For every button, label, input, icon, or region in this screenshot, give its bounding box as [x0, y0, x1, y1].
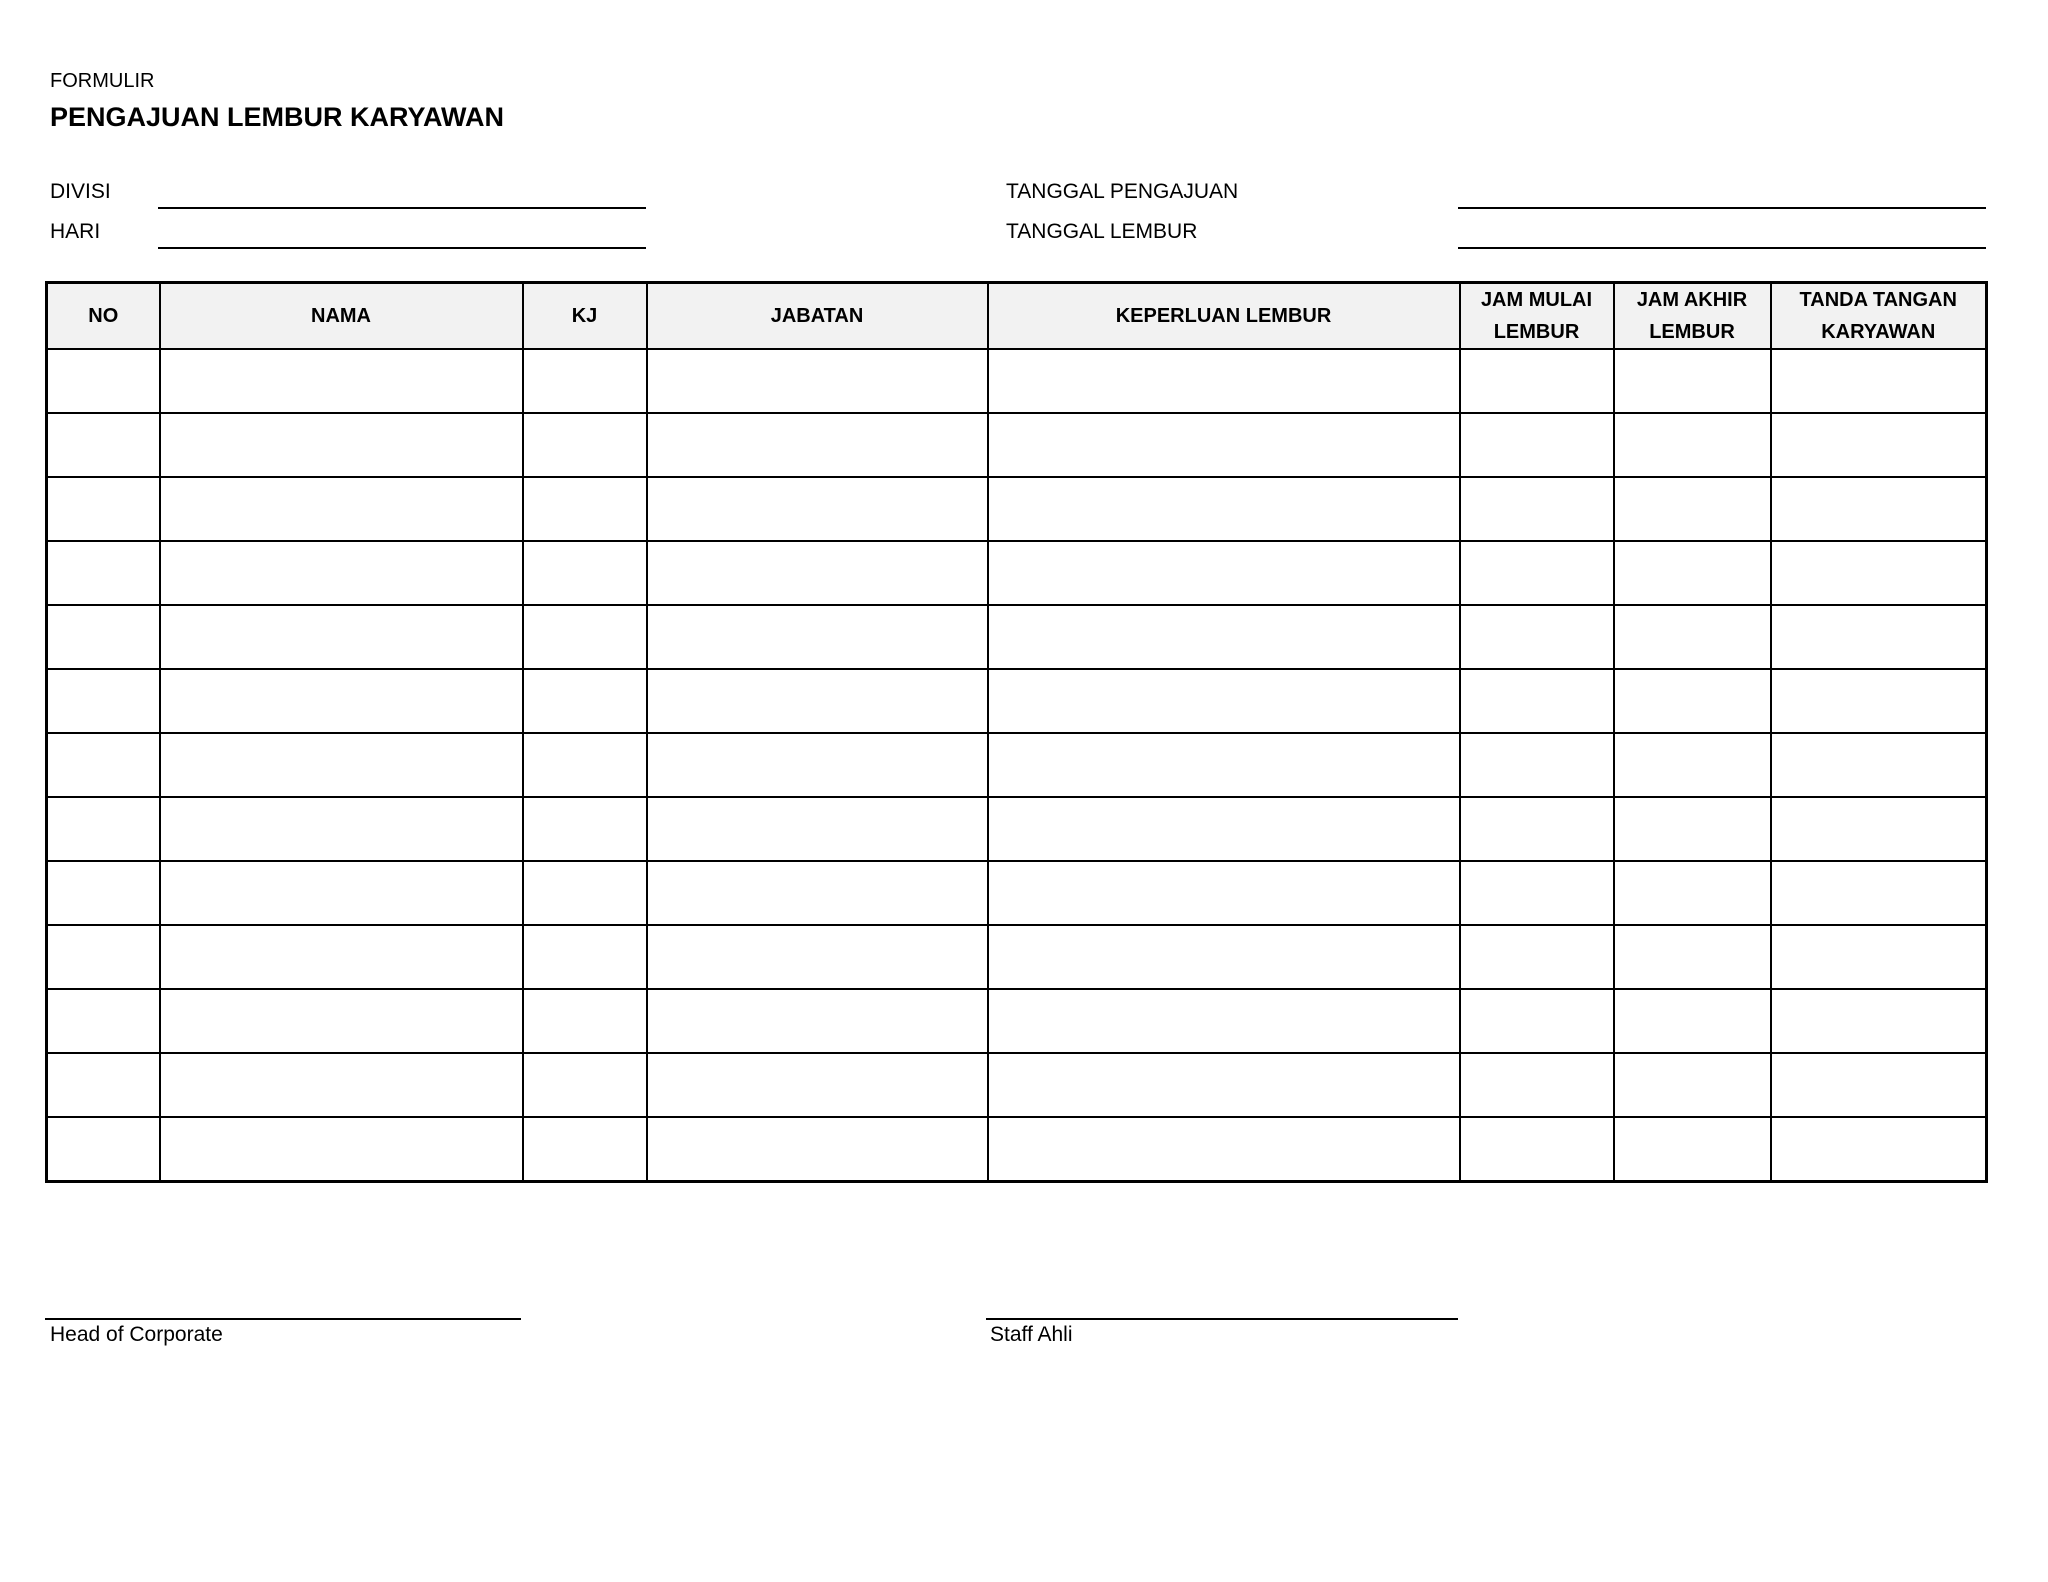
table-cell[interactable]: [988, 669, 1460, 733]
table-cell[interactable]: [647, 477, 988, 541]
overtime-table: [45, 281, 1988, 1183]
table-cell[interactable]: [47, 925, 160, 989]
table-cell[interactable]: [1460, 477, 1614, 541]
table-cell[interactable]: [47, 733, 160, 797]
table-cell[interactable]: [1771, 861, 1987, 925]
table-cell[interactable]: [988, 413, 1460, 477]
table-row: [47, 797, 1987, 861]
table-cell[interactable]: [1614, 541, 1771, 605]
table-cell[interactable]: [1614, 669, 1771, 733]
table-cell[interactable]: [988, 1053, 1460, 1117]
table-cell[interactable]: [47, 1117, 160, 1182]
table-cell[interactable]: [523, 605, 647, 669]
table-cell[interactable]: [1460, 413, 1614, 477]
column-header-keperluan-lembur: KEPERLUAN LEMBUR: [988, 283, 1460, 350]
table-cell[interactable]: [1460, 861, 1614, 925]
table-cell[interactable]: [1614, 349, 1771, 413]
table-cell[interactable]: [647, 733, 988, 797]
table-cell[interactable]: [1771, 1053, 1987, 1117]
table-cell[interactable]: [988, 861, 1460, 925]
table-cell[interactable]: [160, 349, 523, 413]
table-cell[interactable]: [1771, 797, 1987, 861]
table-cell[interactable]: [647, 1053, 988, 1117]
tanggal-pengajuan-label: TANGGAL PENGAJUAN: [1006, 180, 1239, 203]
table-cell[interactable]: [647, 413, 988, 477]
divisi-label: DIVISI: [50, 180, 111, 203]
table-cell[interactable]: [160, 541, 523, 605]
divisi-field[interactable]: [158, 207, 646, 209]
column-header-no: NO: [47, 283, 160, 350]
table-cell[interactable]: [1771, 733, 1987, 797]
table-cell[interactable]: [647, 1117, 988, 1182]
table-cell[interactable]: [1460, 349, 1614, 413]
table-cell[interactable]: [988, 541, 1460, 605]
table-cell[interactable]: [647, 541, 988, 605]
table-cell[interactable]: [647, 669, 988, 733]
table-cell[interactable]: [1771, 925, 1987, 989]
page-title: PENGAJUAN LEMBUR KARYAWAN: [50, 102, 505, 132]
tanggal-lembur-field[interactable]: [1458, 247, 1986, 249]
table-row: [47, 1117, 1987, 1182]
table-cell[interactable]: [523, 477, 647, 541]
table-body: [47, 349, 1987, 1182]
table-row: [47, 413, 1987, 477]
column-header-jabatan: JABATAN: [647, 283, 988, 350]
table-cell[interactable]: [160, 733, 523, 797]
column-header-jam-mulai-lembur: JAM MULAI LEMBUR: [1460, 283, 1614, 350]
table-cell[interactable]: [523, 797, 647, 861]
tanggal-pengajuan-field[interactable]: [1458, 207, 1986, 209]
table-cell[interactable]: [647, 989, 988, 1053]
hari-field[interactable]: [158, 247, 646, 249]
table-row: [47, 1053, 1987, 1117]
table-cell[interactable]: [1771, 989, 1987, 1053]
table-cell[interactable]: [1460, 797, 1614, 861]
table-cell[interactable]: [160, 925, 523, 989]
table-cell[interactable]: [47, 861, 160, 925]
table-cell[interactable]: [523, 733, 647, 797]
table-cell[interactable]: [160, 669, 523, 733]
table-cell[interactable]: [160, 477, 523, 541]
table-cell[interactable]: [988, 605, 1460, 669]
table-cell[interactable]: [523, 861, 647, 925]
hari-label: HARI: [50, 220, 101, 243]
table-cell[interactable]: [988, 797, 1460, 861]
table-cell[interactable]: [160, 1053, 523, 1117]
staff-ahli-label: Staff Ahli: [990, 1323, 1073, 1346]
table-row: [47, 669, 1987, 733]
table-cell[interactable]: [47, 477, 160, 541]
table-cell[interactable]: [160, 861, 523, 925]
table-cell[interactable]: [988, 349, 1460, 413]
column-header-nama: NAMA: [160, 283, 523, 350]
table-cell[interactable]: [1614, 861, 1771, 925]
table-cell[interactable]: [988, 733, 1460, 797]
table-cell[interactable]: [47, 669, 160, 733]
table-cell[interactable]: [160, 797, 523, 861]
table-cell[interactable]: [1614, 1053, 1771, 1117]
table-cell[interactable]: [1771, 349, 1987, 413]
table-cell[interactable]: [1460, 605, 1614, 669]
column-header-jam-akhir-lembur: JAM AKHIR LEMBUR: [1614, 283, 1771, 350]
table-cell[interactable]: [647, 797, 988, 861]
table-cell[interactable]: [47, 989, 160, 1053]
staff-ahli-signature-line: [986, 1318, 1458, 1320]
table-cell[interactable]: [47, 413, 160, 477]
table-header-row: [47, 283, 1987, 350]
table-cell[interactable]: [1614, 989, 1771, 1053]
head-of-corporate-signature-line: [45, 1318, 521, 1320]
tanggal-lembur-label: TANGGAL LEMBUR: [1006, 220, 1198, 243]
table-cell[interactable]: [1614, 477, 1771, 541]
table-cell[interactable]: [647, 925, 988, 989]
column-header-tanda-tangan-karyawan: TANDA TANGAN KARYAWAN: [1771, 283, 1987, 350]
table-cell[interactable]: [1614, 413, 1771, 477]
table-cell[interactable]: [988, 925, 1460, 989]
table-row: [47, 605, 1987, 669]
table-cell[interactable]: [523, 669, 647, 733]
table-cell[interactable]: [1614, 733, 1771, 797]
table-cell[interactable]: [1460, 669, 1614, 733]
table-cell[interactable]: [1771, 541, 1987, 605]
table-cell[interactable]: [1614, 1117, 1771, 1182]
table-cell[interactable]: [1771, 605, 1987, 669]
table-row: [47, 989, 1987, 1053]
table-cell[interactable]: [988, 989, 1460, 1053]
table-cell[interactable]: [47, 1053, 160, 1117]
table-cell[interactable]: [523, 413, 647, 477]
head-of-corporate-label: Head of Corporate: [50, 1323, 223, 1346]
table-cell[interactable]: [1460, 541, 1614, 605]
table-cell[interactable]: [1771, 1117, 1987, 1182]
table-row: [47, 477, 1987, 541]
table-cell[interactable]: [1614, 797, 1771, 861]
table-cell[interactable]: [1771, 669, 1987, 733]
table-cell[interactable]: [160, 605, 523, 669]
table-cell[interactable]: [988, 1117, 1460, 1182]
table-cell[interactable]: [47, 605, 160, 669]
table-cell[interactable]: [523, 1053, 647, 1117]
table-cell[interactable]: [160, 1117, 523, 1182]
table-cell[interactable]: [647, 861, 988, 925]
table-cell[interactable]: [523, 541, 647, 605]
table-cell[interactable]: [1614, 925, 1771, 989]
table-cell[interactable]: [47, 541, 160, 605]
table-cell[interactable]: [988, 477, 1460, 541]
table-cell[interactable]: [647, 605, 988, 669]
table-cell[interactable]: [1460, 733, 1614, 797]
table-cell[interactable]: [1460, 1053, 1614, 1117]
table-cell[interactable]: [47, 797, 160, 861]
table-cell[interactable]: [160, 413, 523, 477]
table-row: [47, 925, 1987, 989]
table-row: [47, 861, 1987, 925]
table-cell[interactable]: [47, 349, 160, 413]
table-cell[interactable]: [160, 989, 523, 1053]
table-row: [47, 733, 1987, 797]
table-row: [47, 349, 1987, 413]
column-header-kj: KJ: [523, 283, 647, 350]
table-cell[interactable]: [1771, 477, 1987, 541]
form-type-label: FORMULIR: [50, 70, 155, 92]
table-cell[interactable]: [647, 349, 988, 413]
table-cell[interactable]: [1614, 605, 1771, 669]
table-cell[interactable]: [1460, 989, 1614, 1053]
table-cell[interactable]: [523, 1117, 647, 1182]
table-cell[interactable]: [523, 989, 647, 1053]
table-cell[interactable]: [1771, 413, 1987, 477]
table-cell[interactable]: [1460, 925, 1614, 989]
table-cell[interactable]: [1460, 1117, 1614, 1182]
table-cell[interactable]: [523, 349, 647, 413]
table-cell[interactable]: [523, 925, 647, 989]
table-row: [47, 541, 1987, 605]
